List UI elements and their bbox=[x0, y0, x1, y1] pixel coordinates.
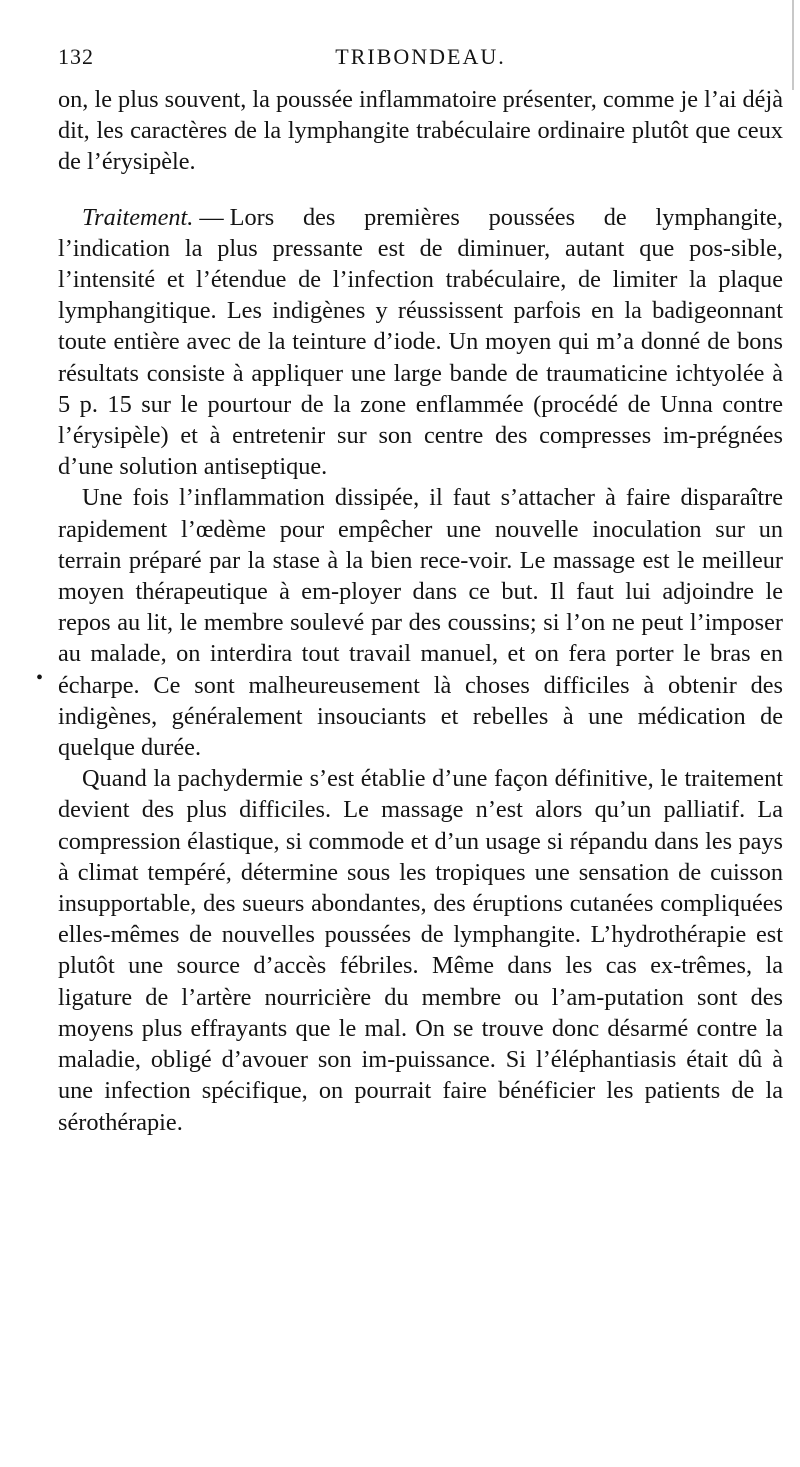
paragraph-treatment-text: Lors des premières poussées de lymphangite, l’indication la plus pressante est de diminuer, autant que pos-sible, l’intensité et l’étendue de l’infection trabéculaire, de limiter la plaque lymphangitique. Les indigènes y réussissent parfois en la badigeonnant toute entière avec de la teinture d’iode. Un moyen qui m’a donné de bons résultats consiste à appliquer une large bande de traumaticine ichtyolée à 5 p. 15 sur le pourtour de la zone enflammée (procédé de Unna contre l’érysipèle) et à entretenir sur son centre des compresses im-prégnées d’une solution antiseptique. bbox=[58, 203, 783, 481]
running-head: TRIBONDEAU. bbox=[335, 44, 506, 69]
paragraph-pachydermia: Quand la pachydermie s’est établie d’une façon définitive, le traitement devient des plus difficiles. Le massage n’est alors qu’un palliatif. La compression élastique, si commode et d’un usage si répandu dans les pays à climat tempéré, détermine sous les tropiques une sensation de cuisson insupportable, des sueurs abondantes, des éruptions cutanées compliquées elles-mêmes de nouvelles poussées de lymphangite. L’hydrothérapie est plutôt une source d’accès fébriles. Même dans les cas ex-trêmes, la ligature de l’artère nourricière du membre ou l’am-putation sont des moyens plus effrayants que le mal. On se trouve donc désarmé contre la maladie, obligé d’avouer son im-puissance. Si l’éléphantiasis était dû à une infection spécifique, on pourrait faire bénéficier les patients de la sérothérapie. bbox=[58, 765, 783, 1136]
body-text bbox=[58, 84, 783, 1138]
page-header bbox=[58, 44, 783, 78]
paragraph-gap bbox=[58, 178, 783, 202]
page-number: 132 bbox=[58, 44, 94, 69]
paragraph-inflammation: Une fois l’inflammation dissipée, il faut s’attacher à faire disparaître rapidement l’œdème pour empêcher une nouvelle inoculation sur un terrain préparé par la stase à la bien rece-voir. Le massage est le meilleur moyen thérapeutique à em-ployer dans ce but. Il faut lui adjoindre le repos au lit, le membre soulevé par des coussins; si l’on ne peut l’imposer au malade, on interdira tout travail manuel, et on fera porter le bras en écharpe. Ce sont malheureusement là choses difficiles à obtenir des indigènes, généralement insouciants et rebelles à une médication de quelque durée. bbox=[58, 484, 783, 762]
heading-dash: — bbox=[199, 203, 224, 231]
section-heading: Traitement. bbox=[82, 203, 194, 231]
document-page bbox=[58, 44, 783, 1138]
margin-mark: • bbox=[36, 667, 44, 689]
paragraph-treatment bbox=[58, 202, 783, 483]
page-edge-rule bbox=[792, 0, 794, 90]
paragraph-continuation: on, le plus souvent, la poussée inflammatoire présenter, comme je l’ai déjà dit, les caractères de la lymphangite trabéculaire ordinaire plutôt que ceux de l’érysipèle. bbox=[58, 86, 784, 176]
